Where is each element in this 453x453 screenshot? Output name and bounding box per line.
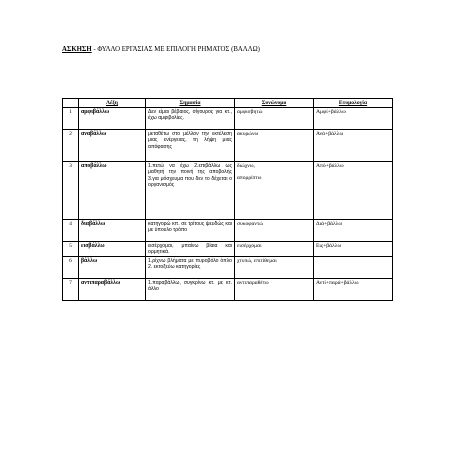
table-header-row	[63, 99, 393, 108]
meaning-cell: 1.ρίχνω βλήματα με πυροβόλο όπλο 2. εκτοξεύω κατηγορίες	[146, 257, 235, 279]
etymology-cell: Διά+βάλλω	[314, 220, 393, 242]
synonym-cell	[235, 130, 314, 162]
meaning-cell: κατηγορώ κπ. σε τρίτους ψευδώς και με ύπουλο τρόπο	[146, 220, 235, 242]
title-rest: - ΦΥΛΛΟ ΕΡΓΑΣΙΑΣ ΜΕ ΕΠΙΛΟΓΗ ΡΗΜΑΤΟΣ (ΒΑΛΛΩ)	[91, 46, 260, 53]
table-row	[63, 279, 393, 301]
etymology-cell: Ανά+βάλλω	[314, 130, 393, 162]
meaning-cell: Δεν είμαι βέβαιος, σίγουρος για κτ., έχω αμφιβολίες.	[146, 108, 235, 130]
synonym-text: χτυπώ, επιτίθεμαι	[237, 257, 277, 264]
table-row	[63, 130, 393, 162]
synonym-text: αντιπαραθέτω	[237, 279, 269, 286]
table-row	[63, 220, 393, 242]
synonym-text: ακυρώνω	[237, 130, 259, 137]
word-cell: βάλλω	[79, 257, 146, 279]
etymology-cell	[314, 257, 393, 279]
row-number: 1	[63, 108, 79, 130]
synonym-cell	[235, 108, 314, 130]
row-number: 3	[63, 162, 79, 220]
col-header-meaning: Σημασία	[146, 99, 235, 108]
synonym-text: αμφισβητώ	[237, 108, 263, 115]
meaning-cell: 1.παραβάλλω, συγκρίνω κτ. με κτ. άλλο	[146, 279, 235, 301]
etymology-cell: Αμφί+βάλλω	[314, 108, 393, 130]
synonym-text: συκοφαντώ	[237, 220, 263, 227]
word-cell: αμφιβάλλω	[79, 108, 146, 130]
meaning-cell: εισέρχομαι, μπαίνω βίαια και ορμητικά.	[146, 242, 235, 257]
table-row	[63, 242, 393, 257]
col-header-num	[63, 99, 79, 108]
table-row	[63, 162, 393, 220]
word-cell: εισβάλλω	[79, 242, 146, 257]
synonym-cell	[235, 242, 314, 257]
page-title	[62, 46, 442, 53]
synonym-cell	[235, 279, 314, 301]
synonym-text: απορρίπτω	[237, 175, 262, 182]
row-number: 2	[63, 130, 79, 162]
word-cell: αποβάλλω	[79, 162, 146, 220]
etymology-cell: Από+βάλλω	[314, 162, 393, 220]
synonym-cell	[235, 257, 314, 279]
synonym-text: εισέρχομαι	[237, 242, 262, 249]
row-number: 6	[63, 257, 79, 279]
col-header-synonym: Συνώνυμο	[235, 99, 314, 108]
meaning-cell: μεταθέτω στο μέλλον την εκτέλεση μιας ενέργειας, τη λήψη μιας απόφασης	[146, 130, 235, 162]
verb-table	[62, 98, 393, 301]
table-row	[63, 108, 393, 130]
word-cell: αναβάλλω	[79, 130, 146, 162]
title-bold: ΑΣΚΗΣΗ	[62, 46, 92, 53]
table-body	[63, 108, 393, 301]
meaning-cell: 1.πετώ να έχω 2.επιβάλλω ως μαθητή την ποινή της αποβολής 3.για μόσχευμα που δεν το δέχεται ο οργανισμός	[146, 162, 235, 220]
synonym-cell	[235, 162, 314, 220]
row-number: 5	[63, 242, 79, 257]
col-header-etymology: Ετυμολογία	[314, 99, 393, 108]
etymology-cell: Αντί+παρά+βάλλω	[314, 279, 393, 301]
row-number: 4	[63, 220, 79, 242]
col-header-word: Λέξη	[79, 99, 146, 108]
word-cell: αντιπαραβάλλω	[79, 279, 146, 301]
etymology-cell: Εις+βάλλω	[314, 242, 393, 257]
word-cell: διαβάλλω	[79, 220, 146, 242]
synonym-text: διώχνω,	[237, 162, 255, 169]
synonym-cell	[235, 220, 314, 242]
table-row	[63, 257, 393, 279]
row-number: 7	[63, 279, 79, 301]
